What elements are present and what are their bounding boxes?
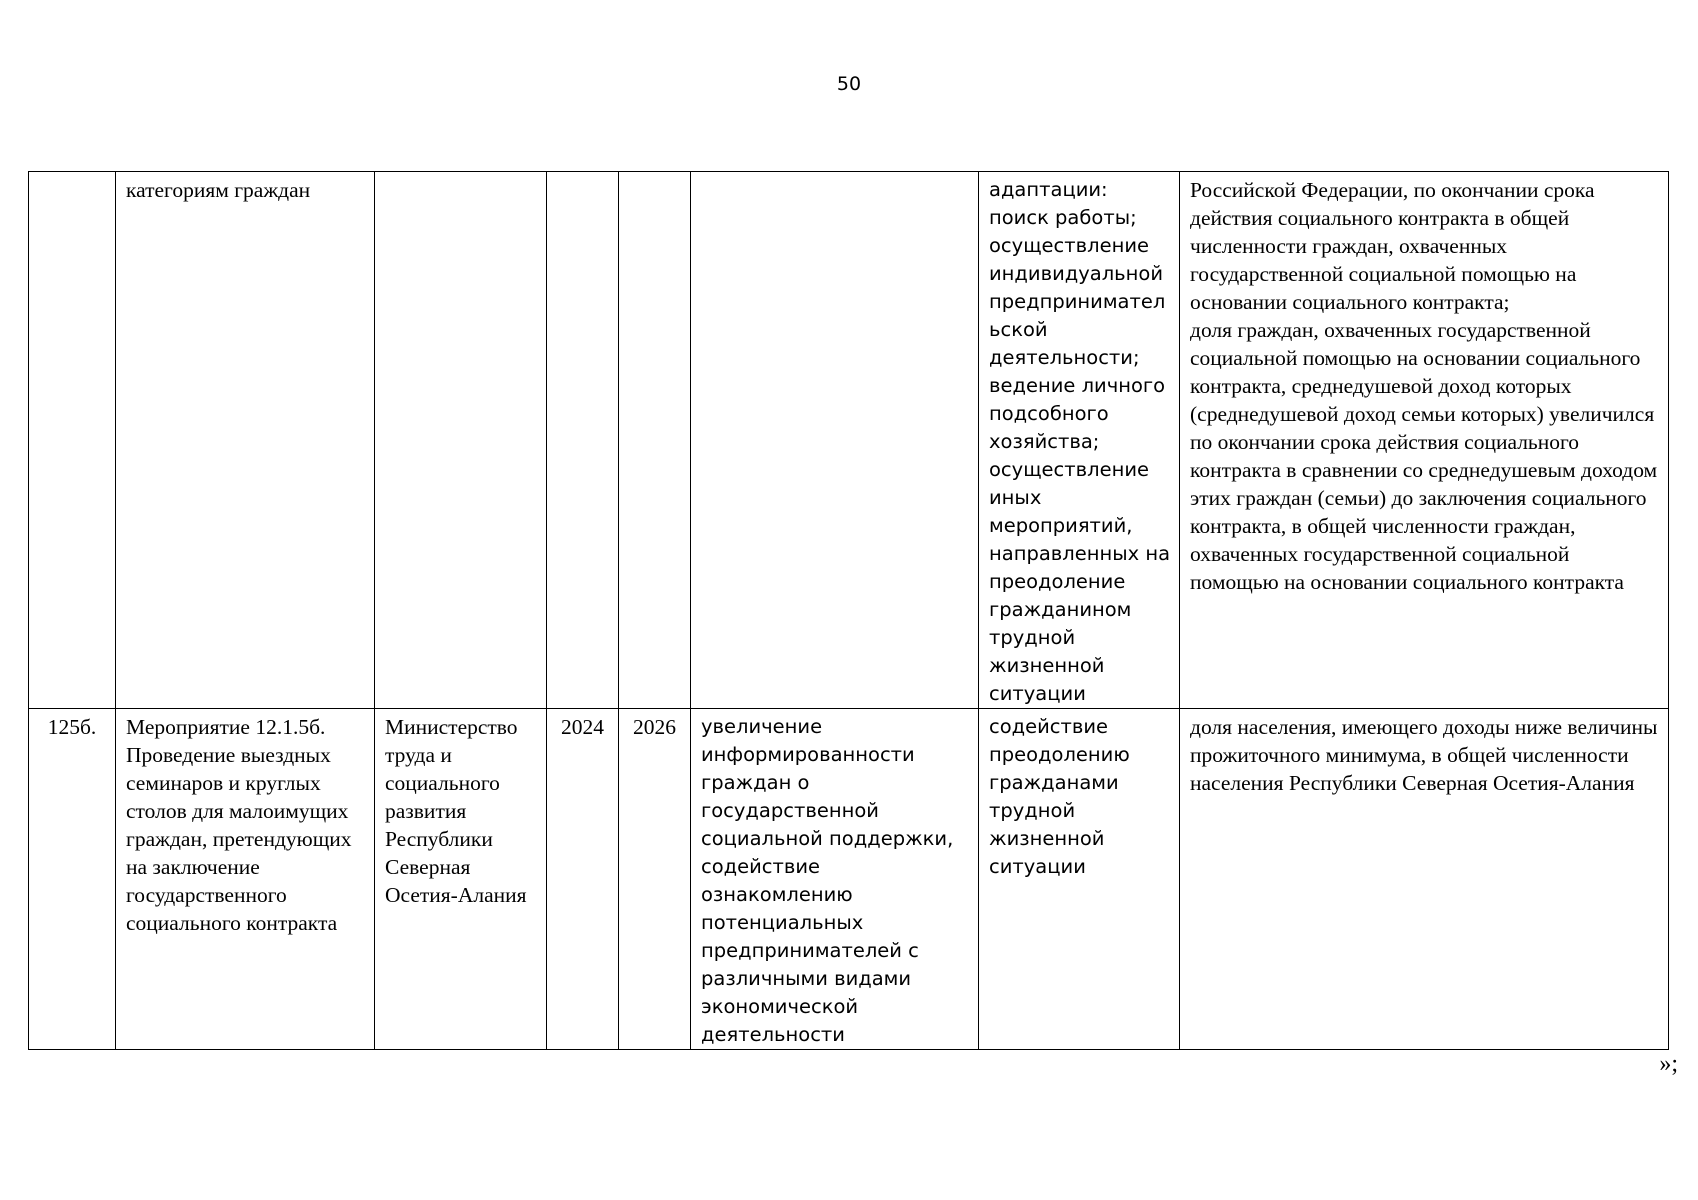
task-cell: адаптации: поиск работы; осуществление индивидуальной предпринимател ьской деятельности; ведение личного подсобного хозяйства; осуществление иных мероприятий, направленных на преодоление гражданином трудной жизненной ситуации <box>979 172 1180 709</box>
executor-cell <box>375 172 547 709</box>
row-number-cell <box>29 172 116 709</box>
start-year-cell <box>547 172 619 709</box>
task-cell: содействие преодолению гражданами трудной жизненной ситуации <box>979 709 1180 1050</box>
start-year-cell: 2024 <box>547 709 619 1050</box>
end-year-cell <box>619 172 691 709</box>
executor-cell: Министерство труда и социального развития Республики Северная Осетия-Алания <box>375 709 547 1050</box>
result-cell: увеличение информированности граждан о государственной социальной поддержки, содействие ознакомлению потенциальных предпринимателей с различными видами экономической деятельности <box>691 709 979 1050</box>
table-row <box>29 709 1669 1050</box>
page-number: 50 <box>836 73 862 95</box>
result-cell <box>691 172 979 709</box>
event-cell: Мероприятие 12.1.5б. Проведение выездных семинаров и круглых столов для малоимущих граждан, претендующих на заключение государственного социального контракта <box>116 709 375 1050</box>
row-number-cell: 125б. <box>29 709 116 1050</box>
table-row <box>29 172 1669 709</box>
closing-quote-mark: »; <box>1659 1051 1678 1077</box>
end-year-cell: 2026 <box>619 709 691 1050</box>
indicator-cell: Российской Федерации, по окончании срока действия социального контракта в общей численности граждан, охваченных государственной социальной помощью на основании социального контракта; доля граждан, охваченных государственной социальной помощью на основании социального контракта, среднедушевой доход которых (среднедушевой доход семьи которых) увеличился по окончании срока действия социального контракта в сравнении со среднедушевым доходом этих граждан (семьи) до заключения социального контракта, в общей численности граждан, охваченных государственной социальной помощью на основании социального контракта <box>1180 172 1669 709</box>
event-cell: категориям граждан <box>116 172 375 709</box>
program-table <box>28 171 1669 1050</box>
indicator-cell: доля населения, имеющего доходы ниже величины прожиточного минимума, в общей численности населения Республики Северная Осетия-Алания <box>1180 709 1669 1050</box>
